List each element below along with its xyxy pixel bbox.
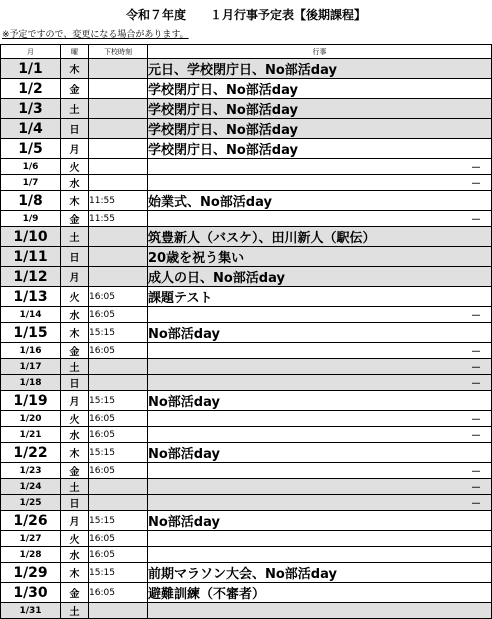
row-dismissal-time-cell xyxy=(89,267,148,287)
row-weekday-cell xyxy=(61,391,89,411)
schedule-row xyxy=(1,547,492,563)
row-dismissal-time-cell xyxy=(89,531,148,547)
row-date-cell xyxy=(1,99,61,119)
schedule-row xyxy=(1,563,492,583)
row-date-cell xyxy=(1,307,61,323)
row-date: 1/25 xyxy=(19,497,42,508)
row-dismissal-time-cell xyxy=(89,463,148,479)
row-weekday-cell xyxy=(61,139,89,159)
row-weekday: 土 xyxy=(69,105,80,116)
row-date-cell xyxy=(1,443,61,463)
row-dismissal-time-cell xyxy=(89,359,148,375)
row-dash-mark: － xyxy=(471,467,481,478)
schedule-row xyxy=(1,119,492,139)
row-event-cell xyxy=(148,343,492,359)
schedule-row xyxy=(1,139,492,159)
row-event-cell xyxy=(148,159,492,175)
row-date-cell xyxy=(1,479,61,495)
row-event: 学校閉庁日、No部活day xyxy=(148,83,298,98)
row-dismissal-time-cell xyxy=(89,375,148,391)
row-weekday: 月 xyxy=(69,273,80,284)
row-event-cell xyxy=(148,227,492,247)
row-dismissal-time-cell xyxy=(89,511,148,531)
row-weekday-cell xyxy=(61,443,89,463)
schedule-row xyxy=(1,99,492,119)
row-dismissal-time-cell xyxy=(89,495,148,511)
row-weekday: 木 xyxy=(69,65,80,76)
row-dash-mark: － xyxy=(471,363,481,374)
row-dismissal-time: 15:15 xyxy=(89,395,115,406)
schedule-row xyxy=(1,359,492,375)
row-weekday: 金 xyxy=(69,589,80,600)
row-weekday-cell xyxy=(61,59,89,79)
schedule-row xyxy=(1,583,492,603)
row-weekday: 日 xyxy=(69,499,80,510)
row-event-cell xyxy=(148,139,492,159)
row-dismissal-time: 16:05 xyxy=(89,429,115,440)
schedule-row xyxy=(1,443,492,463)
row-weekday: 水 xyxy=(69,311,80,322)
row-date: 1/16 xyxy=(19,345,42,356)
row-event: 学校閉庁日、No部活day xyxy=(148,123,298,138)
row-dismissal-time-cell xyxy=(89,227,148,247)
row-date-cell xyxy=(1,191,61,211)
row-event-cell xyxy=(148,375,492,391)
row-dismissal-time: 16:05 xyxy=(89,345,115,356)
schedule-row xyxy=(1,159,492,175)
row-event: No部活day xyxy=(148,327,220,342)
schedule-row xyxy=(1,323,492,343)
header-dismissal: 下校時刻 xyxy=(89,45,148,59)
row-date: 1/15 xyxy=(13,324,48,341)
row-weekday-cell xyxy=(61,159,89,175)
row-weekday-cell xyxy=(61,307,89,323)
row-dash-mark: － xyxy=(471,311,481,322)
row-date-cell xyxy=(1,287,61,307)
schedule-row xyxy=(1,511,492,531)
row-date: 1/29 xyxy=(13,564,48,581)
row-event-cell xyxy=(148,79,492,99)
row-event-cell xyxy=(148,247,492,267)
row-dash-mark: － xyxy=(471,499,481,510)
row-date-cell xyxy=(1,267,61,287)
row-date: 1/18 xyxy=(19,377,42,388)
row-date: 1/13 xyxy=(13,288,48,305)
row-date-cell xyxy=(1,495,61,511)
row-dismissal-time-cell xyxy=(89,191,148,211)
row-event-cell xyxy=(148,267,492,287)
schedule-row xyxy=(1,59,492,79)
row-event-cell xyxy=(148,307,492,323)
row-dismissal-time: 11:55 xyxy=(89,213,115,224)
row-weekday-cell xyxy=(61,531,89,547)
row-event-cell xyxy=(148,175,492,191)
schedule-row xyxy=(1,307,492,323)
row-dismissal-time-cell xyxy=(89,99,148,119)
schedule-row xyxy=(1,175,492,191)
schedule-row xyxy=(1,227,492,247)
row-dash-mark: － xyxy=(471,215,481,226)
schedule-row xyxy=(1,247,492,267)
row-date-cell xyxy=(1,583,61,603)
row-weekday: 金 xyxy=(69,347,80,358)
row-weekday-cell xyxy=(61,343,89,359)
row-dismissal-time: 16:05 xyxy=(89,533,115,544)
row-event-cell xyxy=(148,443,492,463)
row-date: 1/6 xyxy=(22,161,39,172)
row-dismissal-time: 16:05 xyxy=(89,291,115,302)
row-date-cell xyxy=(1,159,61,175)
row-date-cell xyxy=(1,227,61,247)
schedule-row xyxy=(1,191,492,211)
row-date-cell xyxy=(1,511,61,531)
row-dismissal-time-cell xyxy=(89,547,148,563)
row-weekday-cell xyxy=(61,175,89,191)
row-dismissal-time-cell xyxy=(89,443,148,463)
row-date-cell xyxy=(1,411,61,427)
schedule-row xyxy=(1,479,492,495)
row-event-cell xyxy=(148,323,492,343)
row-dismissal-time: 16:05 xyxy=(89,309,115,320)
row-event-cell xyxy=(148,547,492,563)
row-date-cell xyxy=(1,531,61,547)
notice-text: ※予定ですので、変更になる場合があります。 xyxy=(2,30,189,40)
row-event-cell xyxy=(148,59,492,79)
row-date: 1/14 xyxy=(19,309,42,320)
schedule-row xyxy=(1,427,492,443)
row-event: 学校閉庁日、No部活day xyxy=(148,103,298,118)
row-weekday-cell xyxy=(61,511,89,531)
row-event: No部活day xyxy=(148,395,220,410)
row-weekday: 日 xyxy=(69,125,80,136)
row-event-cell xyxy=(148,287,492,307)
row-weekday: 土 xyxy=(69,233,80,244)
row-event-cell xyxy=(148,495,492,511)
header-row xyxy=(1,45,492,59)
row-weekday: 金 xyxy=(69,467,80,478)
row-date: 1/26 xyxy=(13,512,48,529)
row-weekday-cell xyxy=(61,463,89,479)
row-weekday: 火 xyxy=(69,163,80,174)
row-date-cell xyxy=(1,603,61,619)
row-date: 1/20 xyxy=(19,413,42,424)
row-dismissal-time: 15:15 xyxy=(89,515,115,526)
row-weekday: 月 xyxy=(69,517,80,528)
row-dismissal-time-cell xyxy=(89,391,148,411)
row-weekday: 土 xyxy=(69,483,80,494)
row-date-cell xyxy=(1,247,61,267)
row-date: 1/23 xyxy=(19,465,42,476)
row-weekday-cell xyxy=(61,191,89,211)
row-date: 1/11 xyxy=(13,248,48,265)
schedule-row xyxy=(1,391,492,411)
row-dismissal-time: 16:05 xyxy=(89,465,115,476)
row-dismissal-time-cell xyxy=(89,79,148,99)
row-date: 1/3 xyxy=(18,100,43,117)
row-date: 1/21 xyxy=(19,429,42,440)
row-dismissal-time: 15:15 xyxy=(89,447,115,458)
row-dismissal-time-cell xyxy=(89,59,148,79)
row-dismissal-time-cell xyxy=(89,323,148,343)
header-event: 行事 xyxy=(148,45,492,59)
row-date-cell xyxy=(1,175,61,191)
row-dismissal-time-cell xyxy=(89,583,148,603)
row-dismissal-time-cell xyxy=(89,307,148,323)
row-weekday: 火 xyxy=(69,535,80,546)
row-date: 1/28 xyxy=(19,549,42,560)
row-dash-mark: － xyxy=(471,379,481,390)
row-event: 成人の日、No部活day xyxy=(148,271,285,286)
row-date: 1/1 xyxy=(18,60,43,77)
row-date-cell xyxy=(1,323,61,343)
row-weekday: 月 xyxy=(69,145,80,156)
row-dismissal-time-cell xyxy=(89,175,148,191)
row-weekday: 木 xyxy=(69,449,80,460)
row-event-cell xyxy=(148,359,492,375)
row-date: 1/7 xyxy=(22,177,39,188)
row-weekday: 土 xyxy=(69,363,80,374)
schedule-row xyxy=(1,463,492,479)
row-dash-mark: － xyxy=(471,415,481,426)
row-dismissal-time-cell xyxy=(89,159,148,175)
row-date-cell xyxy=(1,139,61,159)
schedule-table xyxy=(0,44,492,619)
row-dismissal-time-cell xyxy=(89,287,148,307)
row-date-cell xyxy=(1,119,61,139)
row-event: No部活day xyxy=(148,515,220,530)
row-weekday: 土 xyxy=(69,607,80,618)
row-event: 避難訓練（不審者） xyxy=(148,587,266,602)
row-weekday-cell xyxy=(61,323,89,343)
row-event: No部活day xyxy=(148,447,220,462)
row-dismissal-time-cell xyxy=(89,411,148,427)
row-weekday-cell xyxy=(61,603,89,619)
row-date: 1/4 xyxy=(18,120,43,137)
row-weekday: 金 xyxy=(69,215,80,226)
row-date: 1/22 xyxy=(13,444,48,461)
row-weekday-cell xyxy=(61,267,89,287)
row-dismissal-time-cell xyxy=(89,211,148,227)
row-date: 1/2 xyxy=(18,80,43,97)
row-dash-mark: － xyxy=(471,179,481,190)
row-weekday-cell xyxy=(61,547,89,563)
row-date-cell xyxy=(1,427,61,443)
row-weekday: 水 xyxy=(69,431,80,442)
row-dash-mark: － xyxy=(471,163,481,174)
row-event: 前期マラソン大会、No部活day xyxy=(148,567,337,582)
row-dash-mark: － xyxy=(471,347,481,358)
row-date-cell xyxy=(1,343,61,359)
schedule-row xyxy=(1,79,492,99)
row-weekday-cell xyxy=(61,287,89,307)
row-dismissal-time-cell xyxy=(89,563,148,583)
row-event: 元日、学校閉庁日、No部活day xyxy=(148,63,337,78)
row-event-cell xyxy=(148,479,492,495)
row-weekday-cell xyxy=(61,495,89,511)
header-date: 月 xyxy=(1,45,61,59)
row-event-cell xyxy=(148,603,492,619)
row-event: 20歳を祝う集い xyxy=(148,251,245,266)
row-weekday: 火 xyxy=(69,293,80,304)
row-weekday-cell xyxy=(61,247,89,267)
page-title: 令和７年度 １月行事予定表【後期課程】 xyxy=(125,7,366,22)
row-weekday: 日 xyxy=(69,379,80,390)
row-event-cell xyxy=(148,191,492,211)
row-event: 筑豊新人（バスケ）、田川新人（駅伝） xyxy=(148,231,376,246)
row-date-cell xyxy=(1,463,61,479)
row-event-cell xyxy=(148,411,492,427)
row-event: 学校閉庁日、No部活day xyxy=(148,143,298,158)
row-weekday-cell xyxy=(61,79,89,99)
header-weekday: 曜 xyxy=(61,45,89,59)
row-date-cell xyxy=(1,359,61,375)
row-weekday-cell xyxy=(61,563,89,583)
row-dash-mark: － xyxy=(471,483,481,494)
schedule-rows xyxy=(1,59,492,619)
row-dismissal-time-cell xyxy=(89,603,148,619)
row-date: 1/27 xyxy=(19,533,42,544)
row-date-cell xyxy=(1,547,61,563)
row-weekday: 木 xyxy=(69,197,80,208)
row-date: 1/30 xyxy=(13,584,48,601)
row-event-cell xyxy=(148,583,492,603)
row-event-cell xyxy=(148,427,492,443)
row-dismissal-time-cell xyxy=(89,247,148,267)
row-event-cell xyxy=(148,211,492,227)
row-dismissal-time-cell xyxy=(89,139,148,159)
row-event-cell xyxy=(148,511,492,531)
row-date-cell xyxy=(1,375,61,391)
row-date: 1/17 xyxy=(19,361,42,372)
schedule-row xyxy=(1,287,492,307)
row-weekday: 月 xyxy=(69,397,80,408)
row-dismissal-time-cell xyxy=(89,427,148,443)
schedule-row xyxy=(1,343,492,359)
row-weekday-cell xyxy=(61,359,89,375)
schedule-row xyxy=(1,211,492,227)
row-event: 始業式、No部活day xyxy=(148,195,272,210)
row-weekday: 水 xyxy=(69,551,80,562)
row-date: 1/19 xyxy=(13,392,48,409)
row-weekday-cell xyxy=(61,227,89,247)
row-weekday: 日 xyxy=(69,253,80,264)
row-weekday-cell xyxy=(61,479,89,495)
row-dismissal-time: 16:05 xyxy=(89,413,115,424)
row-dismissal-time-cell xyxy=(89,343,148,359)
schedule-row xyxy=(1,603,492,619)
row-date: 1/12 xyxy=(13,268,48,285)
row-weekday: 火 xyxy=(69,415,80,426)
schedule-row xyxy=(1,375,492,391)
row-dismissal-time: 11:55 xyxy=(89,195,115,206)
row-event-cell xyxy=(148,563,492,583)
schedule-row xyxy=(1,267,492,287)
row-date-cell xyxy=(1,59,61,79)
row-dismissal-time-cell xyxy=(89,119,148,139)
row-weekday: 水 xyxy=(69,179,80,190)
row-dismissal-time-cell xyxy=(89,479,148,495)
row-weekday: 木 xyxy=(69,329,80,340)
row-date: 1/9 xyxy=(22,213,39,224)
row-date: 1/24 xyxy=(19,481,42,492)
row-date: 1/31 xyxy=(19,605,42,616)
row-date-cell xyxy=(1,211,61,227)
row-weekday-cell xyxy=(61,411,89,427)
row-weekday-cell xyxy=(61,119,89,139)
row-weekday-cell xyxy=(61,375,89,391)
row-date-cell xyxy=(1,391,61,411)
row-weekday-cell xyxy=(61,99,89,119)
row-date-cell xyxy=(1,563,61,583)
row-event-cell xyxy=(148,119,492,139)
row-date: 1/8 xyxy=(18,192,43,209)
row-weekday: 木 xyxy=(69,569,80,580)
row-event-cell xyxy=(148,391,492,411)
row-dash-mark: － xyxy=(471,431,481,442)
row-event-cell xyxy=(148,463,492,479)
row-weekday-cell xyxy=(61,427,89,443)
row-date-cell xyxy=(1,79,61,99)
row-event-cell xyxy=(148,99,492,119)
row-date: 1/10 xyxy=(13,228,48,245)
row-dismissal-time: 16:05 xyxy=(89,587,115,598)
schedule-row xyxy=(1,495,492,511)
row-dismissal-time: 15:15 xyxy=(89,327,115,338)
row-weekday: 金 xyxy=(69,85,80,96)
row-dismissal-time: 15:15 xyxy=(89,567,115,578)
schedule-row xyxy=(1,531,492,547)
schedule-row xyxy=(1,411,492,427)
row-weekday-cell xyxy=(61,211,89,227)
row-dismissal-time: 16:05 xyxy=(89,549,115,560)
row-event-cell xyxy=(148,531,492,547)
row-date: 1/5 xyxy=(18,140,43,157)
row-event: 課題テスト xyxy=(148,291,213,306)
row-weekday-cell xyxy=(61,583,89,603)
